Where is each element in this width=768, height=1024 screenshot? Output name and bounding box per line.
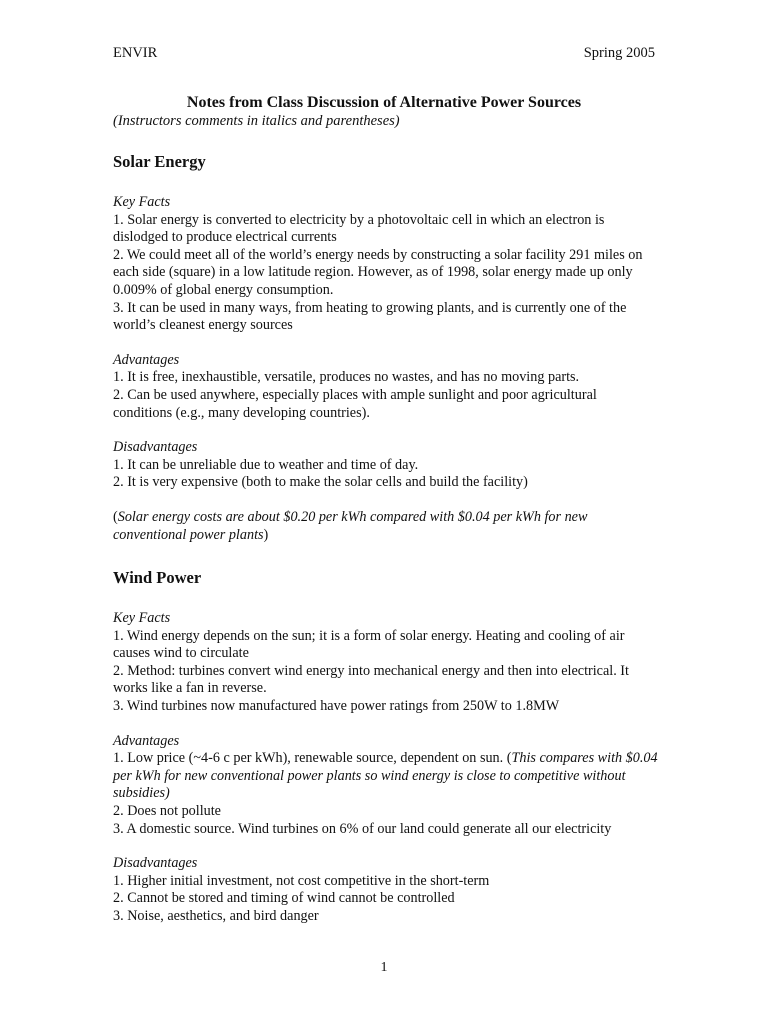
paren-close: ) — [263, 526, 269, 543]
list-item: 3. Wind turbines now manufactured have power ratings from 250W to 1.8MW — [113, 698, 560, 715]
list-item: 1. Wind energy depends on the sun; it is a form of solar energy. Heating and cooling of air causes wind to circulate — [113, 627, 625, 662]
document-subtitle: (Instructors comments in italics and parentheses) — [113, 113, 400, 129]
advantage-text: 1. Low price (~4-6 c per kWh), renewable source, dependent on sun. ( — [113, 750, 512, 767]
advantages-label: Advantages — [113, 351, 180, 368]
wind-section — [113, 568, 658, 926]
solar-key-facts — [113, 194, 658, 335]
term-label: Spring 2005 — [583, 45, 655, 61]
solar-section — [113, 152, 658, 544]
list-item: 1. It can be unreliable due to weather and time of day. — [113, 456, 419, 473]
list-item: 3. Noise, aesthetics, and bird danger — [113, 908, 319, 924]
instructor-comment-text: Solar energy costs are about $0.20 per kWh compared with $0.04 per kWh for new conventional power plants — [113, 508, 588, 543]
key-facts-label: Key Facts — [113, 610, 171, 627]
solar-advantages — [113, 352, 658, 422]
list-item — [113, 750, 658, 803]
list-item: 3. It can be used in many ways, from heating to growing plants, and is currently one of the world’s cleanest energy sources — [113, 299, 627, 334]
list-item: 2. Cannot be stored and timing of wind cannot be controlled — [113, 890, 455, 907]
wind-key-facts — [113, 610, 658, 716]
solar-disadvantages — [113, 439, 658, 492]
list-item: 1. Solar energy is converted to electricity by a photovoltaic cell in which an electron is dislodged to produce electrical currents — [113, 211, 605, 246]
section-heading-wind: Wind Power — [113, 568, 202, 588]
instructor-comment-text: This compares with $0.04 per kWh for new conventional power plants so wind energy is close to competitive without subsidies) — [113, 750, 658, 802]
page-number: 1 — [380, 960, 388, 975]
instructor-comment — [113, 509, 658, 544]
list-item: 1. It is free, inexhaustible, versatile, produces no wastes, and has no moving parts. — [113, 369, 580, 386]
paren-open: ( — [113, 508, 118, 525]
course-code: ENVIR — [113, 45, 158, 61]
page-header — [113, 45, 655, 65]
list-item: 2. We could meet all of the world’s energy needs by constructing a solar facility 291 miles on each side (square) in a low latitude region. However, as of 1998, solar energy made up only 0.009% of global energy consumption. — [113, 246, 643, 298]
list-item: 3. A domestic source. Wind turbines on 6% of our land could generate all our electricity — [113, 820, 612, 837]
document-body — [113, 152, 658, 943]
list-item: 2. Can be used anywhere, especially places with ample sunlight and poor agricultural conditions (e.g., many developing countries). — [113, 386, 597, 421]
list-item: 2. It is very expensive (both to make the solar cells and build the facility) — [113, 474, 528, 491]
section-heading-solar: Solar Energy — [113, 152, 206, 171]
list-item: 1. Higher initial investment, not cost competitive in the short-term — [113, 872, 490, 889]
wind-advantages — [113, 733, 658, 839]
key-facts-label: Key Facts — [113, 194, 171, 210]
advantages-label: Advantages — [113, 732, 180, 749]
list-item: 2. Method: turbines convert wind energy into mechanical energy and then into electrical. It works like a fan in reverse. — [113, 662, 629, 697]
disadvantages-label: Disadvantages — [113, 439, 198, 456]
document-title: Notes from Class Discussion of Alternative Power Sources — [186, 94, 582, 111]
wind-disadvantages — [113, 855, 658, 925]
list-item: 2. Does not pollute — [113, 803, 221, 820]
disadvantages-label: Disadvantages — [113, 855, 198, 872]
